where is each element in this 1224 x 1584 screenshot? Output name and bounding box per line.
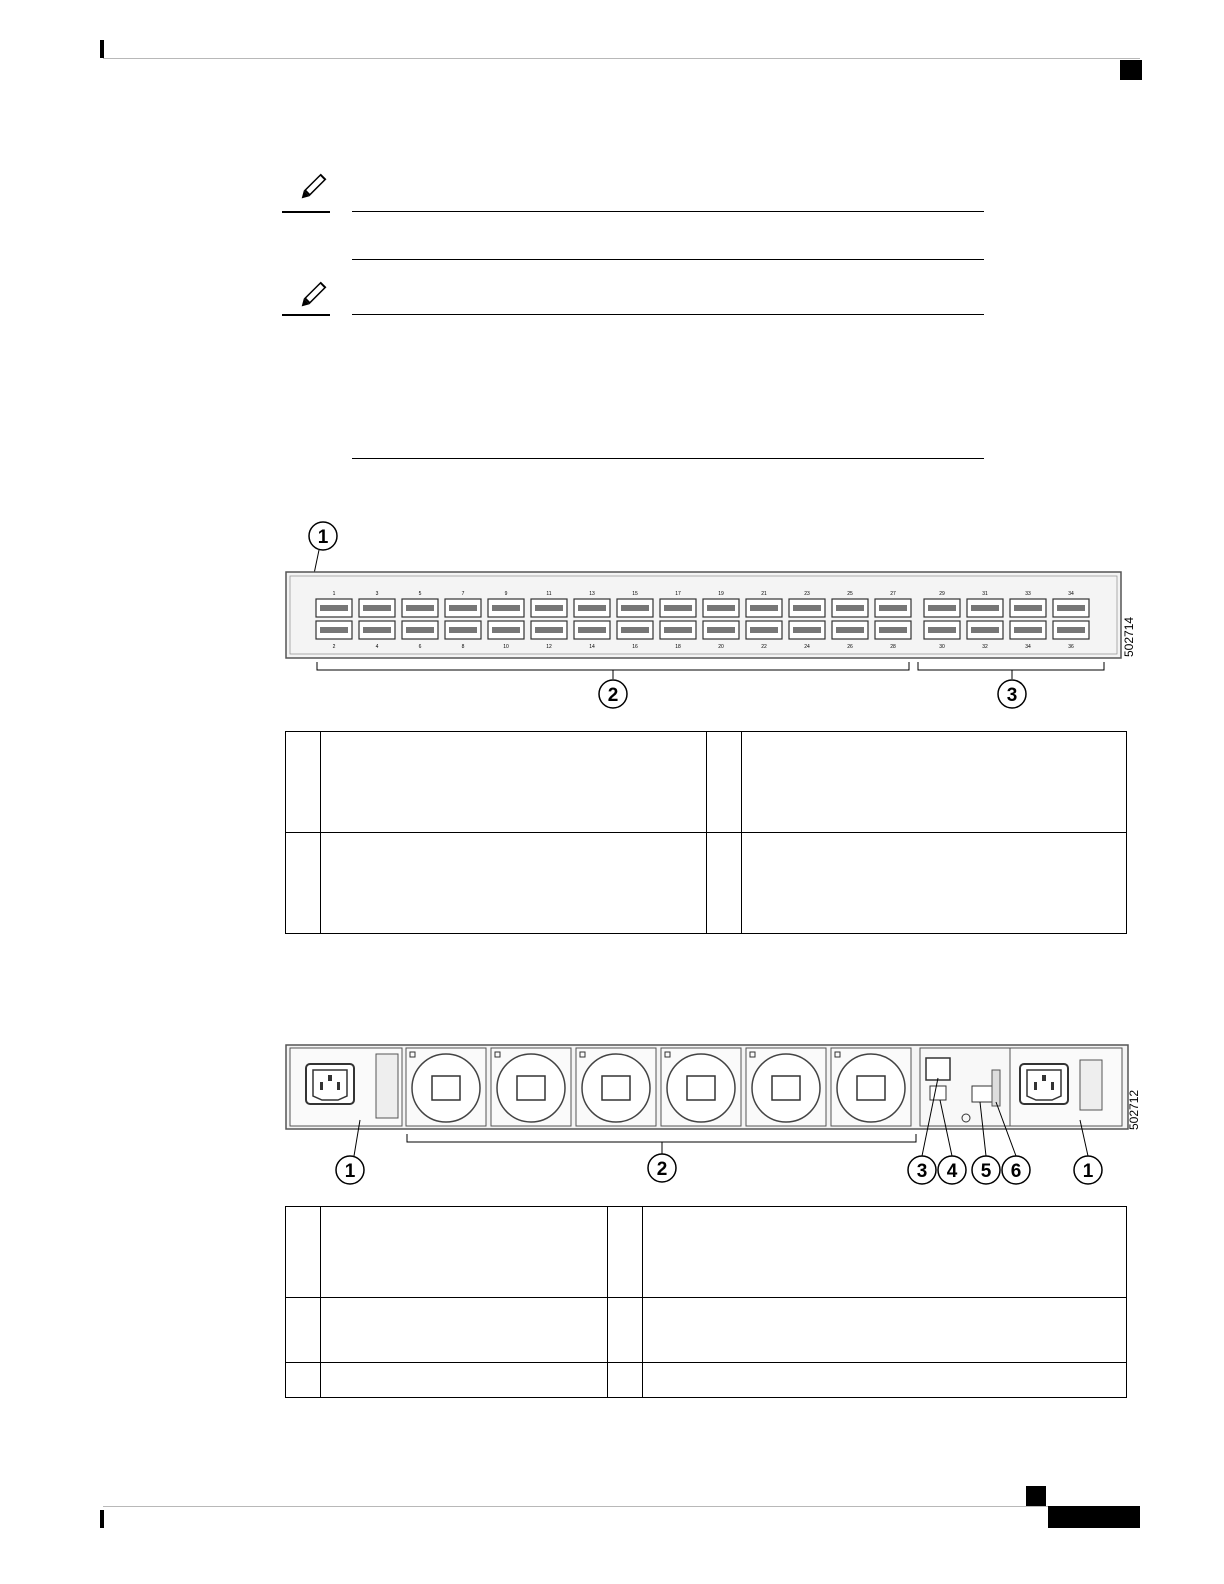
- front-legend-table: [285, 731, 1127, 934]
- port-label-bottom: 22: [761, 644, 767, 650]
- port-connector: [793, 605, 821, 611]
- port-connector: [928, 627, 956, 633]
- legend-cell: [742, 732, 1127, 833]
- legend-cell: [707, 833, 742, 934]
- footer-marker: [1026, 1486, 1046, 1506]
- port-label-bottom: 26: [847, 644, 853, 650]
- port-connector: [320, 605, 348, 611]
- port-connector: [578, 605, 606, 611]
- table-row: [286, 1207, 1127, 1298]
- note-underline: [282, 211, 330, 213]
- port-label-bottom: 10: [503, 644, 509, 650]
- port-connector: [928, 605, 956, 611]
- note-bottom-rule: [352, 458, 984, 459]
- legend-cell: [707, 732, 742, 833]
- port-label-bottom: 8: [461, 644, 465, 650]
- fan-handle: [857, 1076, 885, 1100]
- legend-cell: [286, 1298, 321, 1363]
- legend-cell: [321, 732, 707, 833]
- port-label-top: 13: [589, 591, 595, 597]
- callout-label: 1: [344, 1161, 356, 1182]
- port-connector: [1014, 605, 1042, 611]
- port-connector: [535, 605, 563, 611]
- port-connector: [971, 605, 999, 611]
- callout-label: 2: [607, 685, 619, 706]
- port-connector: [449, 627, 477, 633]
- legend-cell: [321, 833, 707, 934]
- port-connector: [621, 627, 649, 633]
- port-connector: [621, 605, 649, 611]
- psu-left: [290, 1048, 402, 1126]
- legend-cell: [321, 1363, 608, 1398]
- header-tick: [100, 40, 104, 58]
- port-connector: [750, 627, 778, 633]
- psu-right: [1010, 1048, 1122, 1126]
- usb-port: [972, 1086, 994, 1102]
- port-connector: [578, 627, 606, 633]
- fan-handle: [602, 1076, 630, 1100]
- port-label-bottom: 18: [675, 644, 681, 650]
- table-row: [286, 732, 1127, 833]
- table-row: [286, 833, 1127, 934]
- port-connector: [406, 605, 434, 611]
- port-connector: [836, 627, 864, 633]
- legend-cell: [608, 1363, 643, 1398]
- port-label-top: 25: [847, 591, 853, 597]
- port-label-bottom: 16: [632, 644, 638, 650]
- port-connector: [1014, 627, 1042, 633]
- port-label-top: 9: [504, 591, 508, 597]
- port-connector: [879, 627, 907, 633]
- legend-cell: [321, 1298, 608, 1363]
- mgmt-ports: [920, 1048, 1010, 1126]
- port-connector: [664, 627, 692, 633]
- port-connector: [836, 605, 864, 611]
- note-underline: [282, 314, 330, 316]
- legend-cell: [643, 1207, 1127, 1298]
- legend-cell: [643, 1363, 1127, 1398]
- port-label-bottom: 6: [418, 644, 422, 650]
- legend-cell: [608, 1298, 643, 1363]
- port-connector: [492, 627, 520, 633]
- legend-cell: [286, 833, 321, 934]
- callout-label: 3: [1006, 685, 1018, 706]
- port-label-bottom: 28: [890, 644, 896, 650]
- port-connector: [1057, 627, 1085, 633]
- fan-handle: [772, 1076, 800, 1100]
- port-label-top: 31: [982, 591, 988, 597]
- port-label-top: 15: [632, 591, 638, 597]
- legend-cell: [608, 1207, 643, 1298]
- port-connector: [363, 627, 391, 633]
- port-connector: [971, 627, 999, 633]
- table-row: [286, 1363, 1127, 1398]
- callout-label: 3: [916, 1161, 928, 1182]
- port-connector: [492, 605, 520, 611]
- pencil-note-icon: [296, 170, 330, 204]
- legend-cell: [286, 1207, 321, 1298]
- port-label-bottom: 14: [589, 644, 595, 650]
- callout-label: 5: [980, 1161, 992, 1182]
- port-connector: [793, 627, 821, 633]
- legend-cell: [643, 1298, 1127, 1363]
- port-label-bottom: 2: [332, 644, 336, 650]
- port-connector: [879, 605, 907, 611]
- id-label: [992, 1070, 1000, 1106]
- port-label-top: 23: [804, 591, 810, 597]
- pencil-note-icon: [296, 278, 330, 312]
- port-connector: [707, 605, 735, 611]
- figure-id: 502712: [1127, 1089, 1141, 1130]
- table-row: [286, 1298, 1127, 1363]
- rear-legend-table: [285, 1206, 1127, 1398]
- port-label-top: 33: [1025, 591, 1031, 597]
- port-connector: [363, 605, 391, 611]
- header-corner-marker: [1120, 60, 1142, 80]
- port-label-top: 21: [761, 591, 767, 597]
- legend-cell: [321, 1207, 608, 1298]
- fan-handle: [432, 1076, 460, 1100]
- callout-label: 6: [1010, 1161, 1022, 1182]
- callout-label: 4: [946, 1161, 958, 1182]
- callout-label: 1: [317, 527, 329, 548]
- port-connector: [707, 627, 735, 633]
- port-label-bottom: 36: [1068, 644, 1074, 650]
- port-label-bottom: 12: [546, 644, 552, 650]
- port-connector: [1057, 605, 1085, 611]
- header-rule: [103, 58, 1140, 59]
- rear-panel-figure: [280, 1040, 1150, 1190]
- port-label-top: 17: [675, 591, 681, 597]
- mgmt-ethernet-port: [926, 1058, 950, 1080]
- port-label-bottom: 24: [804, 644, 810, 650]
- legend-cell: [286, 732, 321, 833]
- port-label-top: 29: [939, 591, 945, 597]
- footer-tick: [100, 1510, 104, 1528]
- port-label-bottom: 20: [718, 644, 724, 650]
- port-label-top: 11: [546, 591, 552, 597]
- port-label-top: 27: [890, 591, 896, 597]
- legend-cell: [742, 833, 1127, 934]
- footer-rule: [103, 1506, 1140, 1507]
- port-connector: [320, 627, 348, 633]
- note-top-rule: [352, 211, 984, 212]
- port-label-top: 3: [375, 591, 379, 597]
- port-label-bottom: 4: [375, 644, 379, 650]
- figure-id: 502714: [1122, 616, 1136, 657]
- callout-label: 2: [656, 1159, 668, 1180]
- callout-label: 1: [1082, 1161, 1094, 1182]
- note-top-rule: [352, 314, 984, 315]
- console-port: [930, 1086, 946, 1100]
- footer-page-tab: [1048, 1506, 1140, 1528]
- port-connector: [750, 605, 778, 611]
- port-label-top: 1: [332, 591, 336, 597]
- front-panel-figure: [280, 515, 1150, 715]
- port-connector: [406, 627, 434, 633]
- port-connector: [664, 605, 692, 611]
- port-label-top: 19: [718, 591, 724, 597]
- fan-handle: [687, 1076, 715, 1100]
- port-label-bottom: 32: [982, 644, 988, 650]
- legend-cell: [286, 1363, 321, 1398]
- fan-handle: [517, 1076, 545, 1100]
- port-label-top: 7: [461, 591, 465, 597]
- note-bottom-rule: [352, 259, 984, 260]
- port-label-bottom: 30: [939, 644, 945, 650]
- port-connector: [535, 627, 563, 633]
- port-connector: [449, 605, 477, 611]
- port-label-bottom: 34: [1025, 644, 1031, 650]
- port-label-top: 34: [1068, 591, 1074, 597]
- port-label-top: 5: [418, 591, 422, 597]
